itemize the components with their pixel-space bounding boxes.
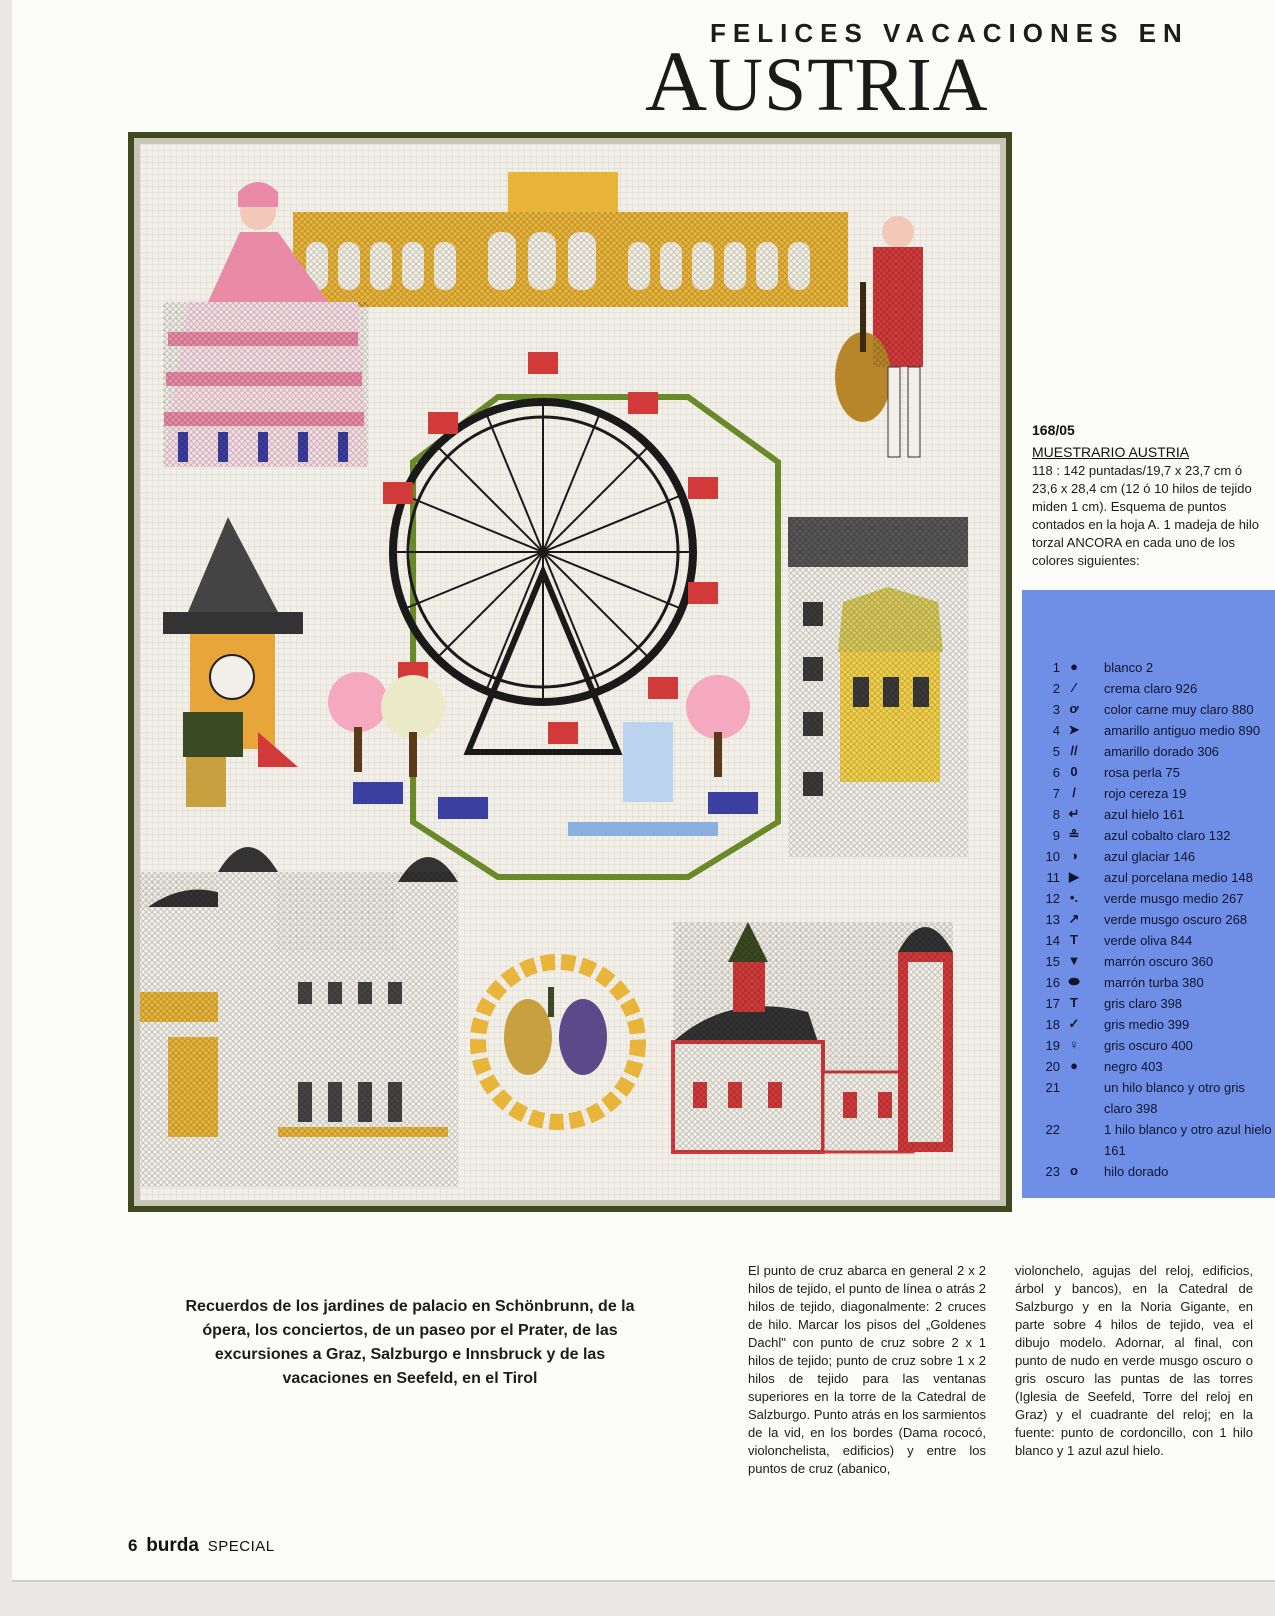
section-label: SPECIAL [207, 1538, 275, 1555]
legend-number: 22 [1045, 1122, 1060, 1137]
legend-number: 20 [1045, 1059, 1060, 1074]
legend-number: 16 [1045, 975, 1060, 990]
legend-symbol: ↵ [1068, 806, 1080, 821]
legend-number: 6 [1052, 765, 1060, 780]
legend-symbol: ♀ [1069, 1037, 1079, 1052]
cross-stitch-sampler-image [128, 132, 1012, 1212]
legend-number: 18 [1045, 1017, 1060, 1032]
legend-label: 1 hilo blanco y otro azul hielo 161 [1104, 1122, 1272, 1158]
legend-item [1022, 721, 1275, 742]
legend-label: amarillo antiguo medio 890 [1104, 723, 1261, 738]
seefeld-church-motif [673, 922, 953, 1152]
legend-item [1022, 1015, 1275, 1036]
legend-label: crema claro 926 [1104, 681, 1198, 696]
legend-number: 7 [1052, 786, 1060, 801]
legend-item [1022, 826, 1275, 847]
legend-item [1022, 1057, 1275, 1078]
legend-item [1022, 910, 1275, 931]
legend-item [1022, 658, 1275, 679]
brand-logo: burda [146, 1535, 199, 1556]
legend-label: marrón turba 380 [1104, 975, 1204, 990]
legend-symbol: T [1070, 932, 1078, 947]
legend-symbol: / [1072, 785, 1076, 800]
legend-number: 3 [1052, 702, 1060, 717]
pattern-code: 168/05 [1032, 422, 1075, 438]
legend-item [1022, 679, 1275, 700]
legend-item [1022, 994, 1275, 1015]
legend-label: un hilo blanco y otro gris claro 398 [1104, 1080, 1245, 1116]
legend-number: 2 [1052, 681, 1060, 696]
legend-item [1022, 973, 1275, 994]
legend-label: verde oliva 844 [1104, 933, 1193, 948]
legend-label: azul glaciar 146 [1104, 849, 1196, 864]
legend-symbol: •. [1069, 890, 1079, 905]
legend-label: amarillo dorado 306 [1104, 744, 1219, 759]
legend-label: gris medio 399 [1104, 1017, 1190, 1032]
legend-label: color carne muy claro 880 [1104, 702, 1254, 717]
legend-label: gris oscuro 400 [1104, 1038, 1193, 1053]
legend-symbol: // [1070, 743, 1078, 758]
legend-number: 5 [1052, 744, 1060, 759]
legend-symbol: T [1070, 995, 1078, 1010]
legend-symbol: ✓ [1068, 1016, 1080, 1031]
legend-item [1022, 1162, 1275, 1183]
legend-number: 11 [1046, 870, 1060, 885]
page-title [645, 33, 989, 129]
legend-symbol: o [1070, 1163, 1078, 1178]
legend-item [1022, 700, 1275, 721]
legend-label: verde musgo medio 267 [1104, 891, 1244, 906]
instructions-column-2: violonchelo, agujas del reloj, edificios, árbol y bancos), en la Catedral de Salzburgo y en la Noria Gigante, en parte sobre 4 hilos de tejido, vea el dibujo modelo. Adornar, al final, con punto de nudo en verde musgo oscuro o gris oscuro las puntas de las torres (Iglesia de Seefeld, Torre del reloj en Graz) y el cuadrante del reloj; en la fuente: punto de cordoncillo, con 1 hilo blanco y 1 azul azul hielo. [1015, 1263, 1253, 1458]
salzburg-cathedral-motif [140, 847, 458, 1187]
legend-item [1022, 805, 1275, 826]
legend-symbol: ⁄ [1072, 680, 1076, 695]
legend-number: 1 [1052, 660, 1060, 675]
legend-label: blanco 2 [1104, 660, 1154, 675]
legend-symbol: ➤ [1068, 722, 1080, 737]
legend-number: 10 [1045, 849, 1060, 864]
legend-label: azul porcelana medio 148 [1104, 870, 1253, 885]
legend-item [1022, 1120, 1275, 1162]
legend-label: rojo cereza 19 [1104, 786, 1187, 801]
legend-symbol: ◑ [1070, 848, 1078, 863]
legend-symbol: ≗ [1068, 827, 1080, 842]
legend-item [1022, 889, 1275, 910]
legend-label: negro 403 [1104, 1059, 1163, 1074]
legend-number: 19 [1045, 1038, 1060, 1053]
legend-number: 15 [1045, 954, 1060, 969]
legend-symbol: ơ [1069, 701, 1079, 716]
page-number: 6 [128, 1536, 138, 1555]
legend-label: verde musgo oscuro 268 [1104, 912, 1248, 927]
legend-label: azul cobalto claro 132 [1104, 828, 1231, 843]
golden-roof-building-motif [788, 517, 968, 857]
legend-symbol: 0 [1070, 764, 1078, 779]
title-rest: USTRIA [708, 43, 989, 127]
legend-label: azul hielo 161 [1104, 807, 1185, 822]
legend-item [1022, 931, 1275, 952]
legend-number: 8 [1052, 807, 1060, 822]
legend-number: 23 [1045, 1164, 1060, 1179]
color-legend-list [1022, 658, 1275, 1183]
legend-number: 21 [1045, 1080, 1060, 1095]
legend-label: hilo dorado [1104, 1164, 1169, 1179]
legend-number: 13 [1045, 912, 1060, 927]
legend-symbol: ● [1070, 1058, 1078, 1073]
legend-number: 14 [1045, 933, 1060, 948]
pattern-description: 118 : 142 puntadas/19,7 x 23,7 cm ó 23,6 x 28,4 cm (12 ó 10 hilos de tejido miden 1 cm). Esquema de puntos contados en la hoja A. 1 madeja de hilo torzal ANCORA en cada uno de los colores siguientes: [1032, 463, 1259, 568]
photo-caption: Recuerdos de los jardines de palacio en Schönbrunn, de la ópera, los conciertos, de un paseo por el Prater, de las excursiones a Graz, Salzburgo e Innsbruck y de las vacaciones en Seefeld, en el Tirol [185, 1298, 635, 1387]
legend-symbol: ⬬ [1068, 974, 1080, 989]
legend-number: 4 [1052, 723, 1060, 738]
header-kicker: FELICES VACACIONES EN [710, 18, 1189, 48]
legend-item [1022, 868, 1275, 889]
legend-label: rosa perla 75 [1104, 765, 1180, 780]
legend-symbol: ▶ [1069, 869, 1079, 884]
legend-item [1022, 952, 1275, 973]
legend-symbol: ● [1070, 659, 1078, 674]
legend-item [1022, 742, 1275, 763]
legend-symbol: ↗ [1068, 911, 1080, 926]
legend-number: 12 [1045, 891, 1060, 906]
title-initial: A [645, 33, 709, 129]
pattern-name: MUESTRARIO AUSTRIA [1032, 444, 1190, 460]
color-legend-box [1022, 590, 1275, 1198]
legend-label: gris claro 398 [1104, 996, 1183, 1011]
instructions-column-1: El punto de cruz abarca en general 2 x 2 hilos de tejido, el punto de línea o atrás 2 hilos de tejido, diagonalmente: 2 cruces de hilo. Marcar los pisos del „Goldenes Dachl" con punto de cruz sobre 2 x 1 hilos de tejido; punto de cruz sobre 1 x 2 hilos de tejido para las ventanas superiores en la torre de la Catedral de Salzburgo. Punto atrás en los sarmientos de la vid, en los bordes (Dama rococó, violonchelista, edificios) y entre los puntos de cruz (abanico, [748, 1263, 986, 1476]
page-footer [128, 1535, 275, 1557]
legend-item [1022, 784, 1275, 805]
legend-item [1022, 763, 1275, 784]
legend-number: 9 [1052, 828, 1060, 843]
legend-item [1022, 1036, 1275, 1057]
legend-item [1022, 1078, 1275, 1120]
legend-symbol: ▼ [1067, 953, 1081, 968]
legend-label: marrón oscuro 360 [1104, 954, 1214, 969]
legend-item [1022, 847, 1275, 868]
legend-number: 17 [1045, 996, 1060, 1011]
